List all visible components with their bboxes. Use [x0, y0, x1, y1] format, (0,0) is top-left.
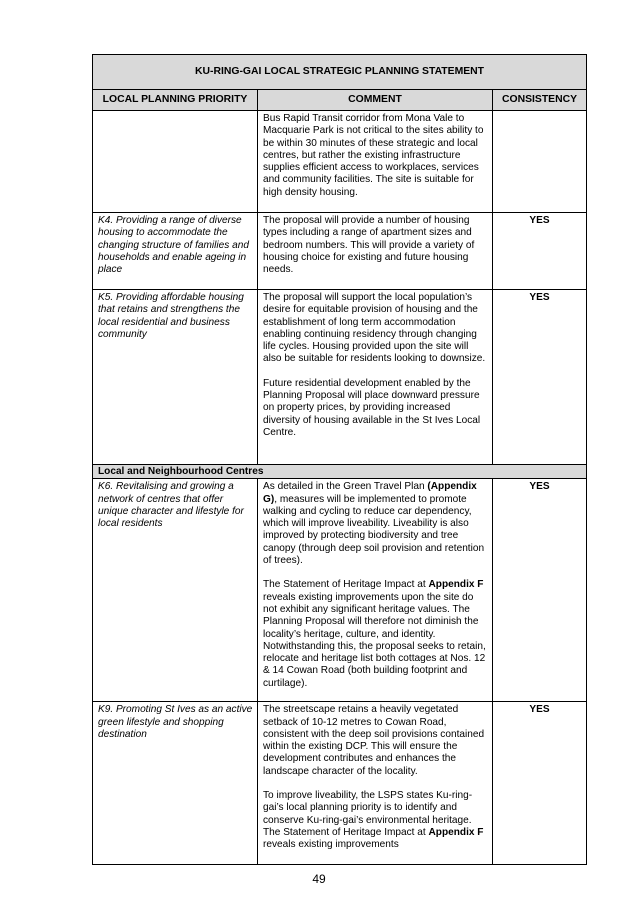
page-number: 49: [312, 872, 326, 886]
consistency-cell: YES: [493, 213, 587, 290]
comment-cell: [258, 479, 493, 702]
consistency-cell: YES: [493, 479, 587, 702]
comment-paragraph: The proposal will support the local population’s desire for equitable provision of housing and the establishment of long term accommodation enabling continuing residency through changing life cycles. Housing provided upon the site will also be suitable for residents looking to downsize.: [263, 292, 486, 365]
consistency-cell: [493, 111, 587, 213]
table-row: [93, 213, 587, 290]
table-row: [93, 479, 587, 702]
consistency-cell: YES: [493, 290, 587, 465]
table-row: [93, 702, 587, 865]
comment-paragraph: Future residential development enabled by the Planning Proposal will place downward pressure on property prices, by providing increased diversity of housing available in the St Ives Local Centre.: [263, 377, 481, 438]
consistency-cell: YES: [493, 702, 587, 865]
priority-cell: K9. Promoting St Ives as an active green lifestyle and shopping destination: [93, 702, 258, 865]
comment-paragraph: As detailed in the Green Travel Plan (Appendix G), measures will be implemented to promote walking and cycling to reduce car dependency, which will improve liveability. Liveability is also improved by protecting biodiversity and tree canopy (through deep soil provision and retention of trees).: [263, 481, 485, 567]
table-row: [93, 111, 587, 213]
comment-cell: [258, 702, 493, 865]
comment-paragraph: To improve liveability, the LSPS states Ku-ring-gai’s local planning priority is to identify and conserve Ku-ring-gai’s environmental heritage. The Statement of Heritage Impact at Appendix F reveals existing improvements: [263, 790, 484, 851]
column-header-comment: COMMENT: [258, 90, 493, 111]
column-header-priority: LOCAL PLANNING PRIORITY: [93, 90, 258, 111]
planning-statement-table: [92, 54, 586, 865]
table-row: [93, 290, 587, 465]
priority-cell: K4. Providing a range of diverse housing to accommodate the changing structure of families and households and enable ageing in place: [93, 213, 258, 290]
comment-paragraph: The Statement of Heritage Impact at Appendix F reveals existing improvements upon the site do not exhibit any significant heritage values. The Planning Proposal will therefore not diminish the locality’s heritage, culture, and identity. Notwithstanding this, the proposal seeks to retain, relocate and heritage list both cottages at Nos. 12 & 14 Cowan Road (both building footprint and curtilage).: [263, 579, 486, 689]
column-header-consistency: CONSISTENCY: [493, 90, 587, 111]
priority-cell: K5. Providing affordable housing that retains and strengthens the local residential and business community: [93, 290, 258, 465]
priority-cell: K6. Revitalising and growing a network of centres that offer unique character and lifestyle for local residents: [93, 479, 258, 702]
comment-paragraph: The streetscape retains a heavily vegetated setback of 10-12 metres to Cowan Road, consistent with the deep soil provisions contained within the existing DCP. This will ensure the development contributes and enhances the landscape character of the locality.: [263, 704, 485, 777]
comment-cell: The proposal will provide a number of housing types including a range of apartment sizes and bedroom numbers. This will provide a variety of housing choice for existing and future housing needs.: [258, 213, 493, 290]
comment-cell: [258, 290, 493, 465]
section-row: [93, 465, 587, 479]
priority-cell: [93, 111, 258, 213]
comment-cell: Bus Rapid Transit corridor from Mona Vale to Macquarie Park is not critical to the sites ability to be within 30 minutes of these strategic and local centres, but rather the existing infrastructure supplies efficient access to workplaces, services and community facilities. The site is suitable for high density housing.: [258, 111, 493, 213]
section-heading: Local and Neighbourhood Centres: [93, 465, 587, 479]
table-title: KU-RING-GAI LOCAL STRATEGIC PLANNING STATEMENT: [93, 55, 587, 90]
